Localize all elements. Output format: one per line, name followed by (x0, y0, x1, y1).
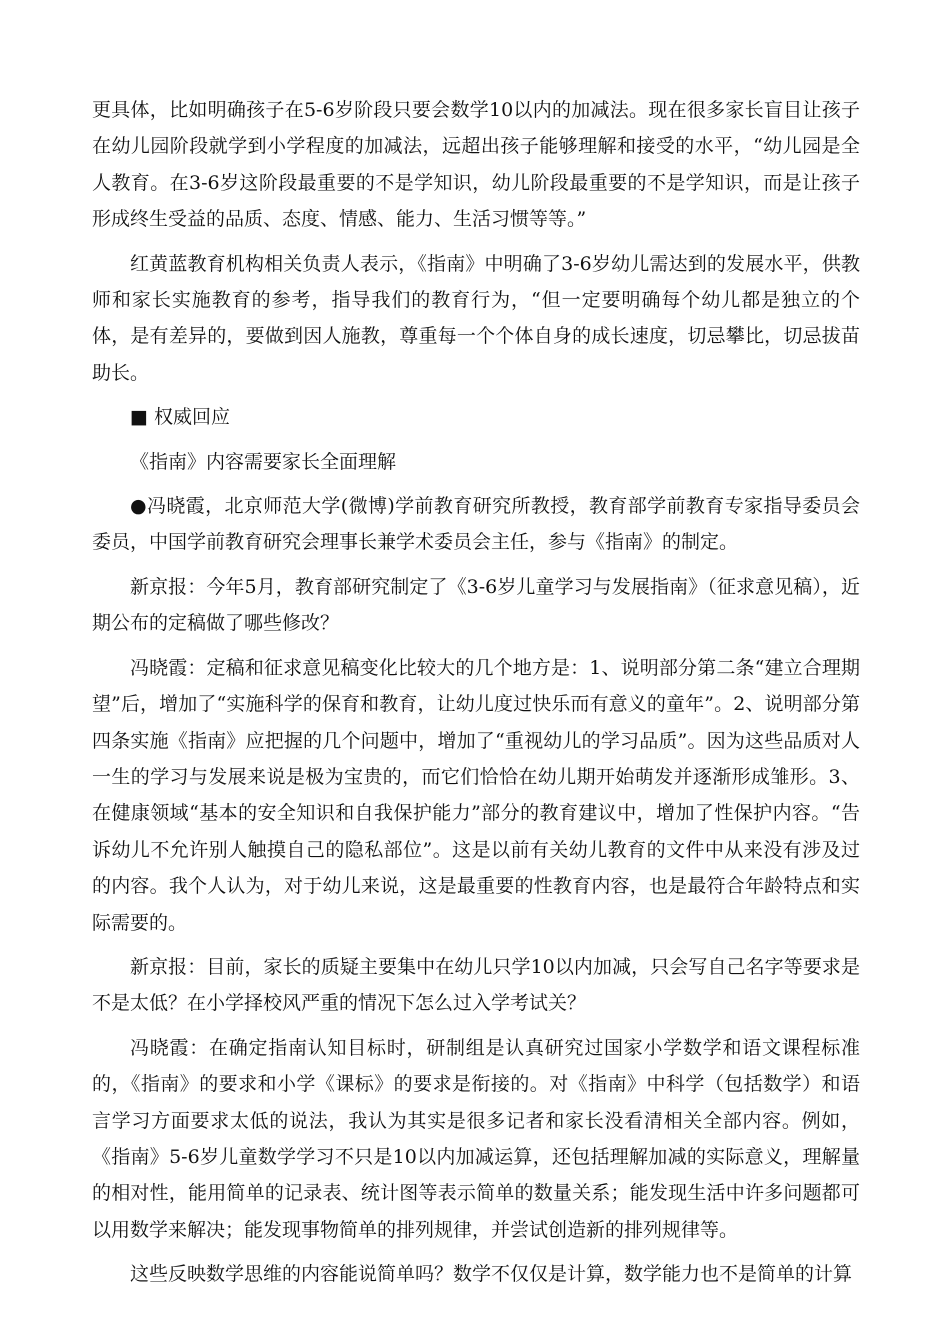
paragraph-honglanhuang-statement: 红黄蓝教育机构相关负责人表示，《指南》中明确了3-6岁幼儿需达到的发展水平，供教师和家长实施教育的参考，指导我们的教育行为，“但一定要明确每个幼儿都是独立的个体，是有差异的，要做到因人施教，尊重每一个个体自身的成长速度，切忌攀比，切忌拔苗助长。 (92, 252, 860, 384)
paragraph-expert-bio: ●冯晓霞，北京师范大学(微博)学前教育研究所教授，教育部学前教育专家指导委员会委员，中国学前教育研究会理事长兼学术委员会主任，参与《指南》的制定。 (92, 495, 860, 554)
paragraph-intro-continuation: 更具体，比如明确孩子在5-6岁阶段只要会数学10以内的加减法。现在很多家长盲目让孩子在幼儿园阶段就学到小学程度的加减法，远超出孩子能够理解和接受的水平，“幼儿园是全人教育。在3-6岁这阶段最重要的不是学知识，幼儿阶段最重要的不是学知识，而是让孩子形成终生受益的品质、态度、情感、能力、生活习惯等等。” (92, 99, 860, 231)
subheading-guide-content: 《指南》内容需要家长全面理解 (130, 450, 397, 473)
paragraph-answer-1: 冯晓霞：定稿和征求意见稿变化比较大的几个地方是：1、说明部分第二条“建立合理期望”后，增加了“实施科学的保育和教育，让幼儿度过快乐而有意义的童年”。2、说明部分第四条实施《指南》应把握的几个问题中，增加了“重视幼儿的学习品质”。因为这些品质对人一生的学习与发展来说是极为宝贵的，而它们恰恰在幼儿期开始萌发并逐渐形成雏形。3、在健康领域“基本的安全知识和自我保护能力”部分的教育建议中，增加了性保护内容。“告诉幼儿不允许别人触摸自己的隐私部位”。这是以前有关幼儿教育的文件中从来没有涉及过的内容。我个人认为，对于幼儿来说，这是最重要的性教育内容，也是最符合年龄特点和实际需要的。 (92, 656, 860, 934)
document-page (92, 92, 860, 1293)
section-heading-authority-response: ■ 权威回应 (130, 406, 230, 429)
paragraph-answer-2: 冯晓霞：在确定指南认知目标时，研制组是认真研究过国家小学数学和语文课程标准的，《指南》的要求和小学《课标》的要求是衔接的。对《指南》中科学（包括数学）和语言学习方面要求太低的说法，我认为其实是很多记者和家长没看清相关全部内容。例如，《指南》5-6岁儿童数学学习不只是10以内加减运算，还包括理解加减的实际意义，理解量的相对性，能用简单的记录表、统计图等表示简单的数量关系；能发现生活中许多问题都可以用数学来解决；能发现事物简单的排列规律，并尝试创造新的排列规律等。 (92, 1036, 860, 1241)
paragraph-question-2: 新京报：目前，家长的质疑主要集中在幼儿只学10以内加减，只会写自己名字等要求是不是太低？在小学择校风严重的情况下怎么过入学考试关？ (92, 955, 860, 1015)
paragraph-math-thinking: 这些反映数学思维的内容能说简单吗？数学不仅仅是计算，数学能力也不是简单的计算 (130, 1263, 853, 1286)
paragraph-question-1: 新京报：今年5月，教育部研究制定了《3-6岁儿童学习与发展指南》（征求意见稿），近期公布的定稿做了哪些修改？ (92, 575, 860, 635)
